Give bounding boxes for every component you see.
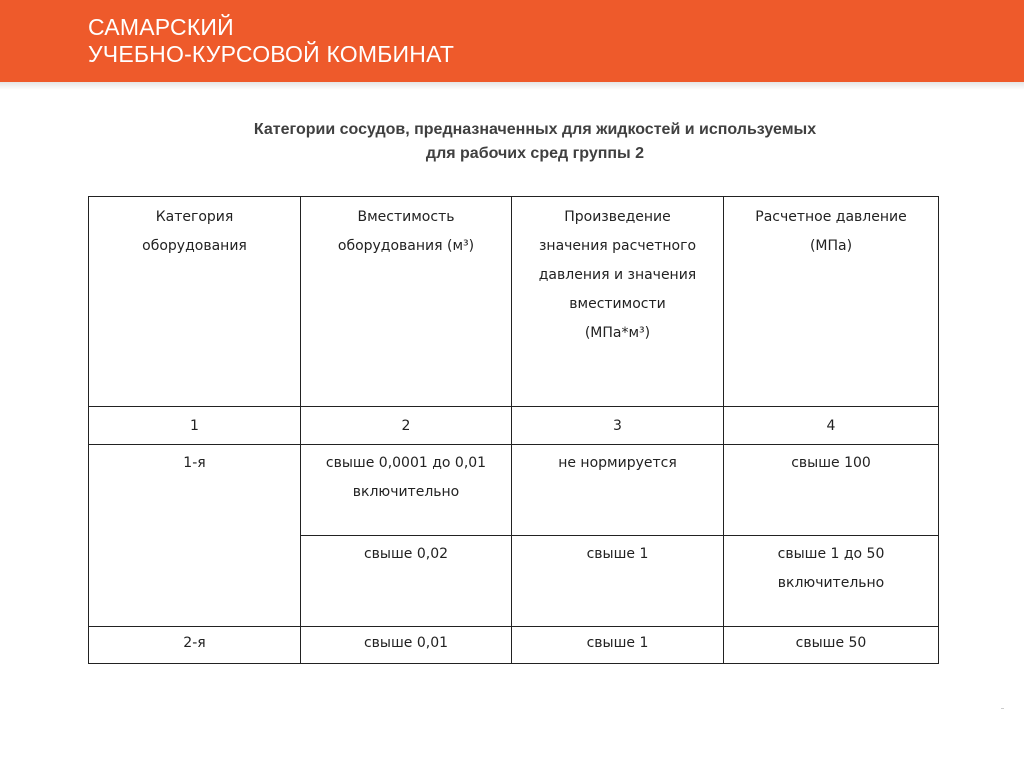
category-cell: 1-я <box>89 445 301 627</box>
corner-mark <box>1001 708 1004 709</box>
page-title-line-2: для рабочих сред группы 2 <box>425 145 645 162</box>
column-number-row <box>89 407 939 445</box>
table-row <box>89 445 939 536</box>
pressure-cell: свыше 1 до 50 включительно <box>724 536 939 627</box>
header-cell-capacity: Вместимость оборудования (м³) <box>301 197 512 407</box>
capacity-cell: свыше 0,02 <box>301 536 512 627</box>
column-number-cell: 2 <box>301 407 512 445</box>
brand-line-2: УЧЕБНО-КУРСОВОЙ КОМБИНАТ <box>88 41 455 67</box>
header-shadow <box>0 82 1024 90</box>
product-cell: не нормируется <box>512 445 724 536</box>
capacity-cell: свыше 0,01 <box>301 627 512 664</box>
column-number-cell: 1 <box>89 407 301 445</box>
page-title-line-1: Категории сосудов, предназначенных для жидкостей и используемых <box>253 121 817 138</box>
pressure-cell: свыше 50 <box>724 627 939 664</box>
header-cell-pressure: Расчетное давление (МПа) <box>724 197 939 407</box>
header-cell-category: Категория оборудования <box>89 197 301 407</box>
category-cell: 2-я <box>89 627 301 664</box>
header-cell-product: Произведение значения расчетного давления и значения вместимости (МПа*м³) <box>512 197 724 407</box>
category-table <box>88 196 939 664</box>
page-title <box>150 118 920 166</box>
brand-line-1: САМАРСКИЙ <box>88 14 234 40</box>
column-number-cell: 4 <box>724 407 939 445</box>
table-header-row <box>89 197 939 407</box>
product-cell: свыше 1 <box>512 627 724 664</box>
header-bar <box>0 0 1024 82</box>
column-number-cell: 3 <box>512 407 724 445</box>
capacity-cell: свыше 0,0001 до 0,01 включительно <box>301 445 512 536</box>
pressure-cell: свыше 100 <box>724 445 939 536</box>
brand-logo-text <box>88 14 454 68</box>
table-row <box>89 627 939 664</box>
product-cell: свыше 1 <box>512 536 724 627</box>
